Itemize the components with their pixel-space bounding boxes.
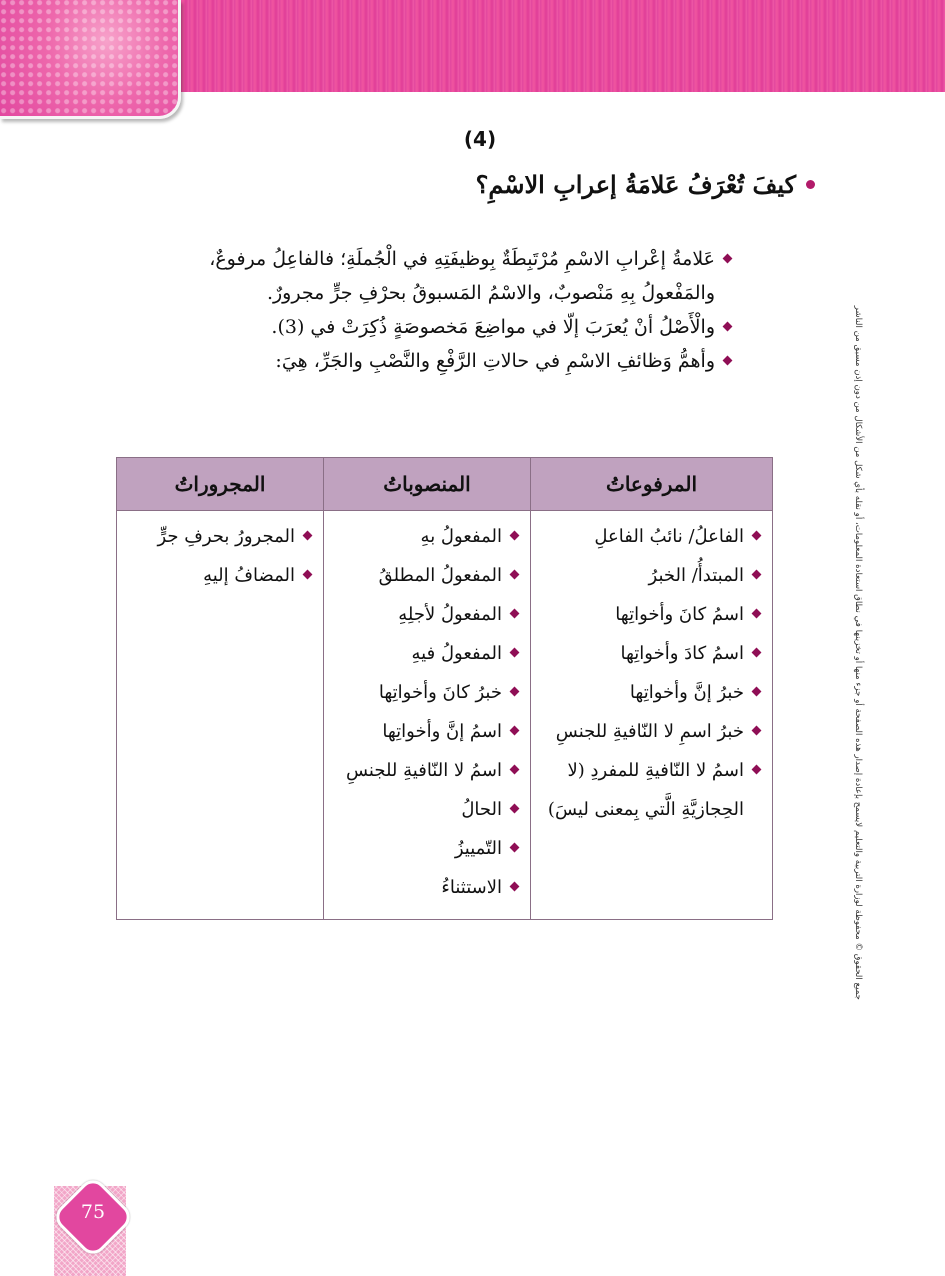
copyright-notice: جميع الحقوق © محفوظة لوزارة التربية والتعليم لايسمح بإعادة إصدار هذه الصفحة أو جزء منها أو تخزينها في نطاق استعادة المعلومات، أو نقله بأي شكل من الأشكال من دون إذن مسبق من الناشر	[853, 305, 863, 1000]
diamond-bullet-icon	[752, 570, 762, 580]
diamond-bullet-icon	[510, 648, 520, 658]
list-item: المضافُ إليهِ	[123, 556, 313, 595]
diamond-bullet-icon	[723, 356, 733, 366]
diamond-bullet-icon	[752, 726, 762, 736]
list-item: المفعولُ لأجلِهِ	[330, 595, 520, 634]
bullet-text: والْأَصْلُ أنْ يُعرَبَ إلّا في مواضِعَ مَخصوصَةٍ ذُكِرَتْ في (3).	[271, 316, 715, 338]
list-item: اسمُ إنَّ وأخواتِها	[330, 712, 520, 751]
diamond-bullet-icon	[303, 570, 313, 580]
list-item: اسمُ كانَ وأخواتِها	[537, 595, 762, 634]
header-mansubat: المنصوباتُ	[324, 458, 531, 511]
header-majrurat: المجروراتُ	[117, 458, 324, 511]
corner-decoration	[0, 0, 181, 119]
list-item: الاستثناءُ	[330, 868, 520, 907]
diamond-bullet-icon	[303, 531, 313, 541]
list-item: الفاعلُ/ نائبُ الفاعلِ	[537, 517, 762, 556]
list-item: المبتدأُ/ الخبرُ	[537, 556, 762, 595]
diamond-bullet-icon	[510, 570, 520, 580]
bullet-item	[143, 344, 733, 378]
bullet-item	[143, 242, 733, 310]
list-item: المجرورُ بحرفِ جرٍّ	[123, 517, 313, 556]
heading-text: كيفَ تُعْرَفُ عَلامَةُ إعرابِ الاسْمِ؟	[475, 170, 796, 199]
mansubat-column	[324, 511, 531, 920]
majrurat-column	[117, 511, 324, 920]
list-item: المفعولُ فيهِ	[330, 634, 520, 673]
list-item: خبرُ إنَّ وأخواتِها	[537, 673, 762, 712]
diamond-bullet-icon	[510, 609, 520, 619]
list-item: المفعولُ بهِ	[330, 517, 520, 556]
diamond-bullet-icon	[510, 882, 520, 892]
diamond-bullet-icon	[510, 843, 520, 853]
list-item: التّمييزُ	[330, 829, 520, 868]
heading-bullet-icon	[806, 180, 815, 189]
list-item: اسمُ لا النّافيةِ للجنسِ	[330, 751, 520, 790]
bullet-text: وأهمُّ وَظائفِ الاسْمِ في حالاتِ الرَّفْعِ والنَّصْبِ والجَرِّ، هِيَ:	[275, 350, 715, 372]
list-item: اسمُ كادَ وأخواتِها	[537, 634, 762, 673]
diamond-bullet-icon	[510, 531, 520, 541]
list-item: خبرُ اسمِ لا النّافيةِ للجنسِ	[537, 712, 762, 751]
bullet-text: عَلامةُ إعْرابِ الاسْمِ مُرْتَبِطَةٌ بِوظيفَتِهِ في الْجُملَةِ؛ فالفاعِلُ مرفوعٌ، والمَفْعولُ بِهِ مَنْصوبٌ، والاسْمُ المَسبوقُ بحرْفِ جرٍّ مجرورٌ.	[209, 248, 715, 304]
diamond-bullet-icon	[752, 687, 762, 697]
diamond-bullet-icon	[510, 687, 520, 697]
page-number: 75	[80, 1201, 106, 1223]
noun-functions-table	[116, 457, 773, 920]
diamond-bullet-icon	[752, 648, 762, 658]
diamond-bullet-icon	[510, 765, 520, 775]
list-item: اسمُ لا النّافيةِ للمفردِ (لا الحِجازيَّةِ الَّتي بِمعنى ليسَ)	[537, 751, 762, 829]
diamond-bullet-icon	[723, 322, 733, 332]
diamond-bullet-icon	[510, 804, 520, 814]
bullet-item	[143, 310, 733, 344]
section-heading	[476, 170, 815, 199]
list-item: خبرُ كانَ وأخواتِها	[330, 673, 520, 712]
list-item: المفعولُ المطلقُ	[330, 556, 520, 595]
diamond-bullet-icon	[752, 531, 762, 541]
header-marfuat: المرفوعاتُ	[531, 458, 773, 511]
intro-bullets	[143, 242, 733, 378]
diamond-bullet-icon	[723, 254, 733, 264]
diamond-bullet-icon	[752, 765, 762, 775]
diamond-bullet-icon	[752, 609, 762, 619]
diamond-bullet-icon	[510, 726, 520, 736]
marfuat-column	[531, 511, 773, 920]
section-number: (4)	[463, 127, 497, 151]
list-item: الحالُ	[330, 790, 520, 829]
